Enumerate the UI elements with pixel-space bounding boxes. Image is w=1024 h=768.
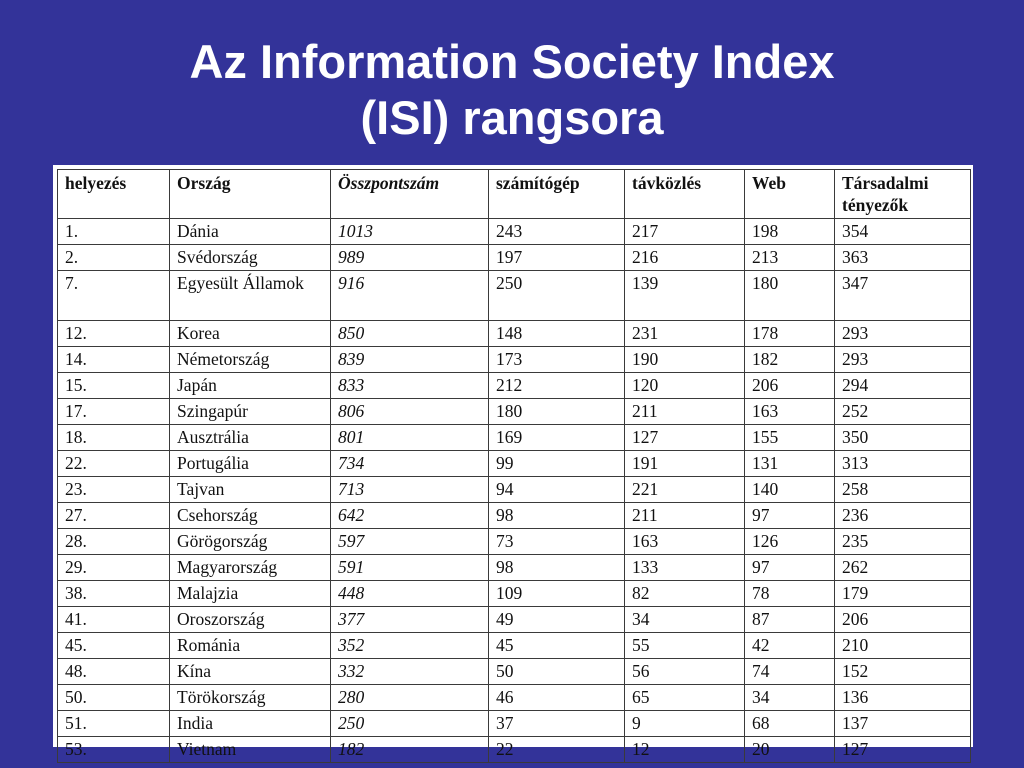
cell-rank: 29. — [58, 555, 170, 581]
cell-country: India — [170, 711, 331, 737]
cell-country: Egyesült Államok — [170, 271, 331, 321]
cell-telecom: 55 — [625, 633, 745, 659]
cell-telecom: 217 — [625, 219, 745, 245]
cell-total-score: 591 — [331, 555, 489, 581]
cell-country: Oroszország — [170, 607, 331, 633]
cell-total-score: 352 — [331, 633, 489, 659]
cell-country: Kína — [170, 659, 331, 685]
cell-rank: 1. — [58, 219, 170, 245]
cell-computer: 37 — [489, 711, 625, 737]
cell-rank: 17. — [58, 399, 170, 425]
cell-total-score: 250 — [331, 711, 489, 737]
table-row — [58, 607, 971, 633]
cell-total-score: 713 — [331, 477, 489, 503]
cell-rank: 7. — [58, 271, 170, 321]
cell-rank: 27. — [58, 503, 170, 529]
cell-social-factors: 293 — [835, 321, 971, 347]
cell-web: 97 — [745, 555, 835, 581]
cell-country: Magyarország — [170, 555, 331, 581]
cell-social-factors: 293 — [835, 347, 971, 373]
cell-total-score: 989 — [331, 245, 489, 271]
cell-country: Svédország — [170, 245, 331, 271]
cell-computer: 197 — [489, 245, 625, 271]
cell-web: 20 — [745, 737, 835, 763]
cell-web: 74 — [745, 659, 835, 685]
cell-social-factors: 258 — [835, 477, 971, 503]
cell-total-score: 850 — [331, 321, 489, 347]
cell-telecom: 65 — [625, 685, 745, 711]
cell-social-factors: 350 — [835, 425, 971, 451]
cell-telecom: 190 — [625, 347, 745, 373]
cell-computer: 22 — [489, 737, 625, 763]
table-row — [58, 271, 971, 321]
cell-social-factors: 313 — [835, 451, 971, 477]
cell-social-factors: 236 — [835, 503, 971, 529]
table-row — [58, 245, 971, 271]
cell-web: 34 — [745, 685, 835, 711]
cell-telecom: 221 — [625, 477, 745, 503]
cell-web: 131 — [745, 451, 835, 477]
cell-computer: 73 — [489, 529, 625, 555]
cell-computer: 243 — [489, 219, 625, 245]
table-row — [58, 737, 971, 763]
cell-telecom: 139 — [625, 271, 745, 321]
cell-total-score: 833 — [331, 373, 489, 399]
cell-country: Vietnam — [170, 737, 331, 763]
cell-web: 68 — [745, 711, 835, 737]
cell-computer: 180 — [489, 399, 625, 425]
cell-rank: 48. — [58, 659, 170, 685]
cell-rank: 51. — [58, 711, 170, 737]
cell-total-score: 448 — [331, 581, 489, 607]
cell-web: 140 — [745, 477, 835, 503]
table-row — [58, 633, 971, 659]
cell-telecom: 127 — [625, 425, 745, 451]
table-row — [58, 399, 971, 425]
slide-title — [0, 34, 1024, 146]
cell-social-factors: 347 — [835, 271, 971, 321]
cell-computer: 148 — [489, 321, 625, 347]
cell-social-factors: 127 — [835, 737, 971, 763]
cell-rank: 41. — [58, 607, 170, 633]
cell-computer: 250 — [489, 271, 625, 321]
cell-social-factors: 363 — [835, 245, 971, 271]
cell-rank: 18. — [58, 425, 170, 451]
cell-telecom: 12 — [625, 737, 745, 763]
cell-country: Szingapúr — [170, 399, 331, 425]
cell-country: Tajvan — [170, 477, 331, 503]
cell-computer: 98 — [489, 503, 625, 529]
table-row — [58, 321, 971, 347]
cell-social-factors: 235 — [835, 529, 971, 555]
cell-web: 213 — [745, 245, 835, 271]
cell-social-factors: 210 — [835, 633, 971, 659]
cell-total-score: 597 — [331, 529, 489, 555]
cell-social-factors: 206 — [835, 607, 971, 633]
cell-rank: 28. — [58, 529, 170, 555]
cell-rank: 38. — [58, 581, 170, 607]
cell-total-score: 182 — [331, 737, 489, 763]
cell-telecom: 133 — [625, 555, 745, 581]
cell-social-factors: 354 — [835, 219, 971, 245]
table-row — [58, 529, 971, 555]
table-row — [58, 347, 971, 373]
cell-computer: 49 — [489, 607, 625, 633]
cell-computer: 50 — [489, 659, 625, 685]
cell-rank: 53. — [58, 737, 170, 763]
table-row — [58, 711, 971, 737]
cell-country: Németország — [170, 347, 331, 373]
table-panel — [53, 165, 973, 759]
cell-social-factors: 262 — [835, 555, 971, 581]
cell-web: 180 — [745, 271, 835, 321]
cell-web: 163 — [745, 399, 835, 425]
cell-telecom: 56 — [625, 659, 745, 685]
cell-computer: 99 — [489, 451, 625, 477]
header-telecom: távközlés — [625, 170, 745, 219]
header-social-factors: Társadalmi tényezők — [835, 170, 971, 219]
header-computer: számítógép — [489, 170, 625, 219]
cell-rank: 15. — [58, 373, 170, 399]
cell-rank: 22. — [58, 451, 170, 477]
cell-social-factors: 179 — [835, 581, 971, 607]
cell-total-score: 377 — [331, 607, 489, 633]
cell-computer: 94 — [489, 477, 625, 503]
table-row — [58, 477, 971, 503]
cell-web: 198 — [745, 219, 835, 245]
cell-total-score: 280 — [331, 685, 489, 711]
cell-total-score: 839 — [331, 347, 489, 373]
cell-web: 87 — [745, 607, 835, 633]
cell-total-score: 734 — [331, 451, 489, 477]
cell-country: Portugália — [170, 451, 331, 477]
cell-telecom: 191 — [625, 451, 745, 477]
table-row — [58, 425, 971, 451]
cell-country: Korea — [170, 321, 331, 347]
table-row — [58, 373, 971, 399]
cell-web: 42 — [745, 633, 835, 659]
cell-telecom: 163 — [625, 529, 745, 555]
cell-web: 206 — [745, 373, 835, 399]
cell-country: Ausztrália — [170, 425, 331, 451]
cell-social-factors: 252 — [835, 399, 971, 425]
cell-social-factors: 294 — [835, 373, 971, 399]
cell-web: 155 — [745, 425, 835, 451]
cell-telecom: 216 — [625, 245, 745, 271]
table-row — [58, 555, 971, 581]
cell-rank: 14. — [58, 347, 170, 373]
cell-total-score: 1013 — [331, 219, 489, 245]
table-row — [58, 581, 971, 607]
table-row — [58, 685, 971, 711]
cell-computer: 169 — [489, 425, 625, 451]
table-body — [58, 219, 971, 763]
cell-telecom: 211 — [625, 399, 745, 425]
cell-country: Görögország — [170, 529, 331, 555]
table-row — [58, 451, 971, 477]
cell-telecom: 120 — [625, 373, 745, 399]
cell-telecom: 231 — [625, 321, 745, 347]
header-country: Ország — [170, 170, 331, 219]
cell-web: 126 — [745, 529, 835, 555]
header-rank: helyezés — [58, 170, 170, 219]
cell-computer: 98 — [489, 555, 625, 581]
cell-rank: 45. — [58, 633, 170, 659]
header-web: Web — [745, 170, 835, 219]
cell-web: 182 — [745, 347, 835, 373]
cell-total-score: 332 — [331, 659, 489, 685]
cell-social-factors: 152 — [835, 659, 971, 685]
cell-computer: 109 — [489, 581, 625, 607]
cell-computer: 45 — [489, 633, 625, 659]
cell-web: 178 — [745, 321, 835, 347]
cell-country: Törökország — [170, 685, 331, 711]
cell-country: Románia — [170, 633, 331, 659]
cell-telecom: 82 — [625, 581, 745, 607]
cell-country: Csehország — [170, 503, 331, 529]
cell-social-factors: 137 — [835, 711, 971, 737]
table-row — [58, 659, 971, 685]
cell-total-score: 642 — [331, 503, 489, 529]
cell-rank: 2. — [58, 245, 170, 271]
cell-telecom: 34 — [625, 607, 745, 633]
slide-title-line-1: Az Information Society Index — [189, 35, 835, 88]
header-total-score: Összpontszám — [331, 170, 489, 219]
cell-telecom: 9 — [625, 711, 745, 737]
cell-rank: 23. — [58, 477, 170, 503]
table-row — [58, 503, 971, 529]
isi-ranking-table — [57, 169, 971, 763]
table-header-row — [58, 170, 971, 219]
cell-computer: 173 — [489, 347, 625, 373]
cell-total-score: 806 — [331, 399, 489, 425]
cell-country: Japán — [170, 373, 331, 399]
cell-total-score: 916 — [331, 271, 489, 321]
cell-telecom: 211 — [625, 503, 745, 529]
cell-social-factors: 136 — [835, 685, 971, 711]
cell-rank: 50. — [58, 685, 170, 711]
slide-title-line-2: (ISI) rangsora — [360, 91, 664, 144]
cell-web: 78 — [745, 581, 835, 607]
cell-computer: 212 — [489, 373, 625, 399]
cell-computer: 46 — [489, 685, 625, 711]
cell-country: Malajzia — [170, 581, 331, 607]
cell-rank: 12. — [58, 321, 170, 347]
cell-total-score: 801 — [331, 425, 489, 451]
cell-country: Dánia — [170, 219, 331, 245]
cell-web: 97 — [745, 503, 835, 529]
table-row — [58, 219, 971, 245]
